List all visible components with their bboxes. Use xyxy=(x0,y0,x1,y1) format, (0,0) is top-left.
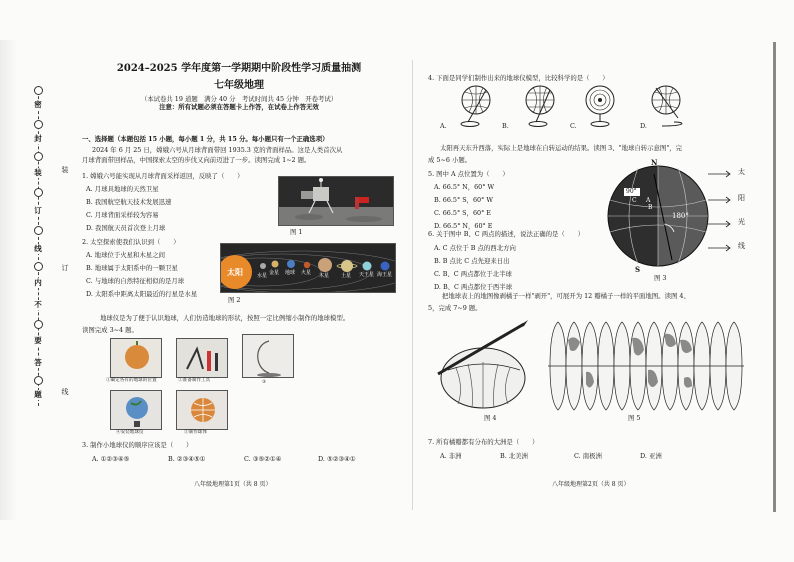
planet-label: 金星 xyxy=(269,270,280,276)
figure-3-caption: 图 3 xyxy=(654,274,667,282)
exam-subject: 七年级地理 xyxy=(214,80,264,91)
figure-4-orange xyxy=(428,318,538,410)
option: C. ③⑤②①④ xyxy=(244,455,282,463)
label-a: A xyxy=(646,197,651,204)
step-caption: ④安装地球仪 xyxy=(116,430,144,435)
binding-hole xyxy=(34,226,43,235)
binding-hole xyxy=(34,376,43,385)
binding-word: 装 xyxy=(61,166,69,174)
binding-words xyxy=(58,96,72,406)
question-3: 3. 制作小地球仪的顺序应该是（ ） xyxy=(82,441,193,449)
passage-text: 成 5~6 小题。 xyxy=(428,156,472,164)
page-left xyxy=(78,62,400,112)
option: A. 地球位于火星和木星之间 xyxy=(86,251,165,259)
option: D. B、C 两点都位于西半球 xyxy=(434,283,513,291)
question-2: 2. 太空探索使我们认识到（ ） xyxy=(82,238,180,246)
binding-char: 要 xyxy=(30,336,46,346)
binding-char: 答 xyxy=(30,358,46,368)
binding-hole xyxy=(34,86,43,95)
planet-label: 天王星 xyxy=(359,272,375,278)
binding-char: 密 xyxy=(30,100,46,110)
binding-hole xyxy=(34,152,43,161)
binding-char: 不 xyxy=(30,300,46,310)
step-caption: ⑤制作球体 xyxy=(184,430,207,435)
page-divider xyxy=(412,60,413,510)
option: B. B 点比 C 点先迎来日出 xyxy=(434,257,510,265)
binding-char: 订 xyxy=(30,206,46,216)
option: A. xyxy=(440,122,447,130)
page-shadow xyxy=(0,40,18,520)
page-footer-right: 八年级地理第2页（共 8 页） xyxy=(552,481,630,488)
exam-title: 2024–2025 学年度第一学期期中阶段性学习质量抽测 xyxy=(116,63,362,74)
binding-char: 内 xyxy=(30,278,46,288)
step-photo-2 xyxy=(176,338,228,378)
option: B. 北美洲 xyxy=(500,452,528,460)
planet-label: 木星 xyxy=(319,273,330,279)
option: B. 我国航空航天技术发展迅速 xyxy=(86,198,172,206)
question-7: 7. 所有橘瓣都有分布的大洲是（ ） xyxy=(428,438,539,446)
option: C. 66.5° S，60° E xyxy=(434,209,491,217)
option: C. xyxy=(570,122,577,130)
binding-char: 题 xyxy=(30,390,46,400)
planet-label: 海王星 xyxy=(377,272,393,278)
option: D. ⑤②③④① xyxy=(318,455,356,463)
option: A. 非洲 xyxy=(440,452,462,460)
label-c: C xyxy=(632,197,637,204)
binding-char: 线 xyxy=(30,244,46,254)
sunlight-label: 阳 xyxy=(738,194,745,202)
question-5: 5. 图中 A 点位置为（ ） xyxy=(428,170,509,178)
option: C. 月球背面采样较为容易 xyxy=(86,211,159,219)
label-b: B xyxy=(648,204,653,211)
step-photo-3 xyxy=(242,334,294,378)
step-caption: ③ xyxy=(262,380,267,385)
binding-strip xyxy=(28,86,50,406)
option: B. 66.5° S，60° W xyxy=(434,196,493,204)
globe-model-a xyxy=(461,86,490,127)
planet-label: 土星 xyxy=(341,273,352,279)
question-6: 6. 关于图中 B、C 两点的描述，说法正确的是（ ） xyxy=(428,230,584,238)
option: A. 66.5° N，60° W xyxy=(434,183,495,191)
planet-label: 火星 xyxy=(301,270,312,276)
figure-1-photo xyxy=(278,176,394,226)
option: D. xyxy=(640,122,647,130)
figure-3-earth-rotation xyxy=(598,158,758,274)
option: C. B、C 两点都位于北半球 xyxy=(434,270,512,278)
option: D. 亚洲 xyxy=(640,452,662,460)
planet-label: 水星 xyxy=(257,273,268,279)
option: B. ②③④⑤① xyxy=(168,455,206,463)
binding-char: 装 xyxy=(30,168,46,178)
label-s: S xyxy=(635,265,641,274)
question-1: 1. 嫦娥六号能实现从月球背面采样返回，反映了（ ） xyxy=(82,172,244,180)
sheet-edge xyxy=(773,42,776,512)
passage-text: 太阳再天东升西落，实际上是地球在自转运动的结果。读图 3、"地球自转示意图"，完 xyxy=(440,144,683,152)
option: D. 我国航天员首次登上月球 xyxy=(86,224,166,232)
figure-5-gore-map xyxy=(546,320,746,412)
globe-model-c xyxy=(586,86,614,127)
binding-word: 线 xyxy=(61,388,69,396)
passage-text: 把地球表上的地图像剥橘子一样"剥开"，可展开为 12 瓣橘子一样的平面地图。读图 4、 xyxy=(442,292,690,300)
sunlight-label: 线 xyxy=(738,242,745,250)
passage-text: 读图完成 3~4 题。 xyxy=(82,326,138,334)
passage-text: 5，完成 7~9 题。 xyxy=(428,304,482,312)
option: D. 太阳系中距离太阳最近的行星是水星 xyxy=(86,290,198,298)
option: C. 南极洲 xyxy=(574,452,602,460)
figure-1-caption: 图 1 xyxy=(290,228,303,236)
globe-model-b xyxy=(526,86,554,127)
intro-text: 月球背面带回样品，中国探索太空的步伐又向前迈进了一步。读图完成 1~2 题。 xyxy=(82,156,311,164)
intro-text: 2024 年 6 月 25 日，嫦娥六号从月球背面带回 1935.3 克的背面样品。这是人类首次从 xyxy=(92,146,343,154)
option: B. xyxy=(502,122,509,130)
binding-hole xyxy=(34,188,43,197)
globe-model-d xyxy=(652,86,682,126)
figure-5-caption: 图 5 xyxy=(628,414,641,422)
option: C. 与地球的自然特征相似的是月球 xyxy=(86,277,185,285)
step-photo-1 xyxy=(110,338,162,378)
binding-hole xyxy=(34,320,43,329)
option: A. C 点位于 B 点的西北方向 xyxy=(434,244,516,252)
question-4: 4. 下面是同学们制作出来的地球仪模型，比较科学的是（ ） xyxy=(428,74,609,82)
sunlight-label: 太 xyxy=(738,168,745,176)
option: D. 66.5° N，60° E xyxy=(434,222,493,230)
binding-word: 订 xyxy=(61,264,69,272)
label-n: N xyxy=(651,158,658,167)
figure-2-solar-system xyxy=(220,243,396,293)
sun-label: 太阳 xyxy=(227,267,243,277)
exam-info: （本试卷共 19 道题 满分 40 分 考试时间共 45 分钟 开卷考试） xyxy=(140,95,338,103)
step-photo-5 xyxy=(176,390,228,430)
page-footer-left: 八年级地理第1页（共 8 页） xyxy=(194,481,272,488)
binding-hole xyxy=(34,262,43,271)
step-photo-4 xyxy=(110,390,162,430)
step-caption: ②准备制作工具 xyxy=(178,378,211,383)
globe-models xyxy=(456,82,756,130)
figure-2-caption: 图 2 xyxy=(228,296,241,304)
option: A. 月球具地球的天然卫星 xyxy=(86,185,159,193)
passage-text: 地球仪是为了便于认识地球，人们仿造地球的形状，按照一定比例缩小制作的地球模型。 xyxy=(100,314,350,322)
exam-notice: 注意：所有试题必须在答题卡上作答，在试卷上作答无效 xyxy=(159,103,319,112)
option: B. 地球属于太阳系中的一颗卫星 xyxy=(86,264,178,272)
option: A. ①②③④⑤ xyxy=(92,455,130,463)
label-90: 90° xyxy=(626,188,637,195)
label-180: 180° xyxy=(672,212,689,220)
planet-label: 地球 xyxy=(285,270,296,276)
binding-hole xyxy=(34,120,43,129)
sunlight-label: 光 xyxy=(738,218,745,226)
binding-char: 封 xyxy=(30,134,46,144)
step-caption: ①确定各有的地球的位置 xyxy=(106,378,157,383)
figure-4-caption: 图 4 xyxy=(484,414,497,422)
section-title: 一、选择题（本题包括 15 小题，每小题 1 分，共 15 分。每小题只有一个正确选项） xyxy=(82,135,329,143)
